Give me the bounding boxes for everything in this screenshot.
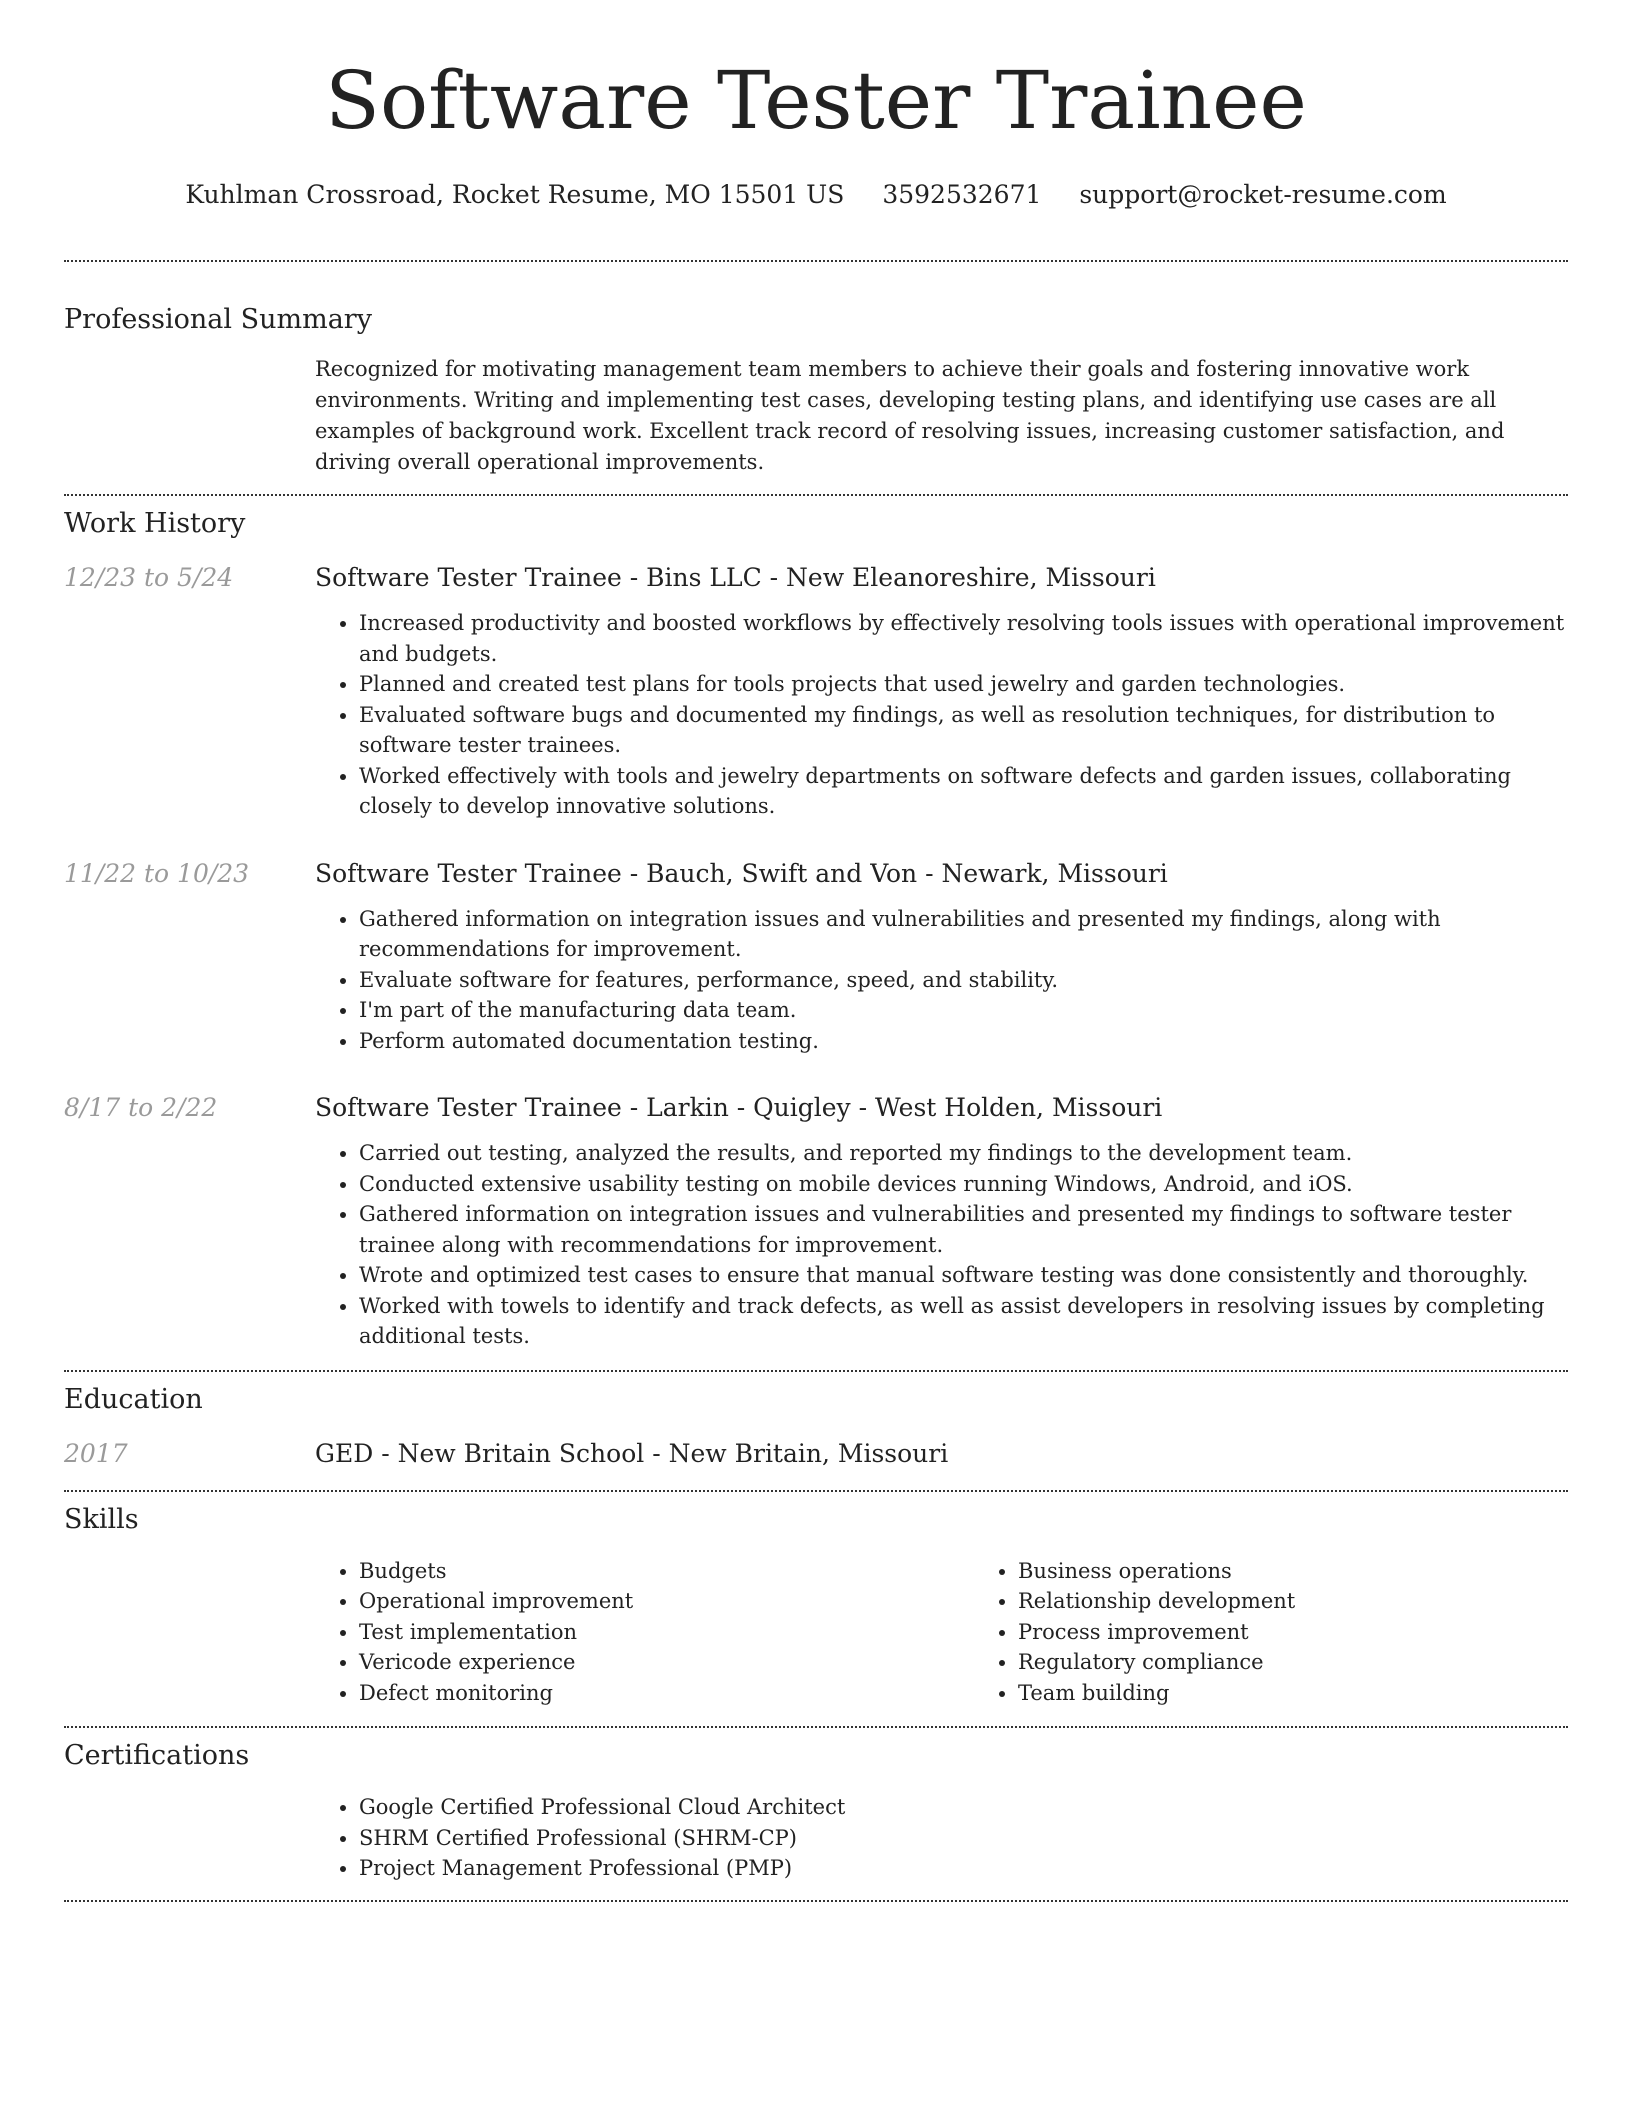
section-title-certifications: Certifications bbox=[64, 1740, 250, 1771]
summary-right bbox=[315, 354, 1568, 478]
list-item: • Increased productivity and boosted workflows by effectively resolving tools issues with operational improvement and budgets. bbox=[359, 608, 1568, 669]
list-item: • Operational improvement bbox=[359, 1586, 974, 1617]
skills-row bbox=[64, 1556, 1568, 1709]
list-item: • Evaluate software for features, performance, speed, and stability. bbox=[359, 965, 1568, 996]
section-title-work: Work History bbox=[64, 508, 246, 539]
job-dates: 11/22 to 10/23 bbox=[64, 858, 250, 888]
job-entry bbox=[64, 856, 1568, 1057]
list-item: • Conducted extensive usability testing on mobile devices running Windows, Android, and iOS. bbox=[359, 1169, 1568, 1200]
list-item: • Project Management Professional (PMP) bbox=[359, 1853, 1568, 1884]
resume-header bbox=[64, 0, 1568, 212]
job-heading: Software Tester Trainee - Bins LLC - New Eleanoreshire, Missouri bbox=[315, 563, 1156, 592]
list-item: • Defect monitoring bbox=[359, 1678, 974, 1709]
section-title-education: Education bbox=[64, 1383, 203, 1415]
job-entry bbox=[64, 1090, 1568, 1352]
list-item: • Carried out testing, analyzed the results, and reported my findings to the development team. bbox=[359, 1138, 1568, 1169]
list-item: • Team building bbox=[1018, 1678, 1632, 1709]
job-bullets bbox=[315, 1138, 1568, 1352]
education-year: 2017 bbox=[64, 1438, 128, 1468]
list-item: • Relationship development bbox=[1018, 1586, 1632, 1617]
list-item: • I'm part of the manufacturing data team. bbox=[359, 995, 1568, 1026]
job-heading: Software Tester Trainee - Bauch, Swift and Von - Newark, Missouri bbox=[315, 858, 1168, 888]
list-item: • Perform automated documentation testing. bbox=[359, 1026, 1568, 1057]
summary-row bbox=[64, 354, 1568, 478]
job-bullets bbox=[315, 904, 1568, 1057]
list-item: • Regulatory compliance bbox=[1018, 1647, 1632, 1678]
summary-text: Recognized for motivating management team members to achieve their goals and fostering innovative work environments. Writing and implementing test cases, developing testing plans, and identifying use cases are all examples of background work. Excellent track record of resolving issues, increasing customer satisfaction, and driving overall operational improvements. bbox=[315, 357, 1505, 474]
skills-section bbox=[64, 1492, 1568, 1709]
section-title-summary: Professional Summary bbox=[64, 304, 372, 335]
contact-email: support@rocket-resume.com bbox=[1079, 180, 1447, 209]
job-bullets bbox=[315, 608, 1568, 822]
section-title-skills: Skills bbox=[64, 1503, 139, 1535]
certifications-list bbox=[315, 1792, 1568, 1884]
list-item: • Test implementation bbox=[359, 1617, 974, 1648]
list-item: • Wrote and optimized test cases to ensure that manual software testing was done consistently and thoroughly. bbox=[359, 1260, 1568, 1291]
education-entry bbox=[64, 1436, 1568, 1472]
skills-column-2 bbox=[974, 1556, 1632, 1709]
list-item: • Vericode experience bbox=[359, 1647, 974, 1678]
job-entry bbox=[64, 560, 1568, 822]
list-item: • Process improvement bbox=[1018, 1617, 1632, 1648]
list-item: • Google Certified Professional Cloud Architect bbox=[359, 1792, 1568, 1823]
list-item: • SHRM Certified Professional (SHRM-CP) bbox=[359, 1823, 1568, 1854]
contact-phone: 3592532671 bbox=[882, 180, 1042, 209]
list-item: • Business operations bbox=[1018, 1556, 1632, 1587]
job-details bbox=[315, 1090, 1568, 1352]
list-item: • Gathered information on integration issues and vulnerabilities and presented my findings, along with recommendations for improvement. bbox=[359, 904, 1568, 965]
work-section bbox=[64, 496, 1568, 1352]
skills-grid bbox=[315, 1556, 1632, 1709]
list-item: • Gathered information on integration issues and vulnerabilities and presented my findings to software tester trainee along with recommendations for improvement. bbox=[359, 1199, 1568, 1260]
education-heading: GED - New Britain School - New Britain, Missouri bbox=[315, 1438, 949, 1468]
certifications-row bbox=[64, 1792, 1568, 1884]
skills-column-1 bbox=[315, 1556, 974, 1709]
skills-left bbox=[64, 1556, 315, 1709]
job-dates: 8/17 to 2/22 bbox=[64, 1093, 218, 1122]
summary-left bbox=[64, 354, 315, 478]
list-item: • Budgets bbox=[359, 1556, 974, 1587]
list-item: • Planned and created test plans for tools projects that used jewelry and garden technologies. bbox=[359, 669, 1568, 700]
job-heading: Software Tester Trainee - Larkin - Quigley - West Holden, Missouri bbox=[315, 1093, 1163, 1122]
contact-line bbox=[64, 178, 1568, 212]
certifications-right bbox=[315, 1792, 1568, 1884]
job-details bbox=[315, 560, 1568, 822]
summary-section bbox=[64, 262, 1568, 478]
divider bbox=[64, 1900, 1568, 1902]
list-item: • Evaluated software bugs and documented my findings, as well as resolution techniques, for distribution to software tester trainees. bbox=[359, 700, 1568, 761]
job-details bbox=[315, 856, 1568, 1057]
list-item: • Worked with towels to identify and track defects, as well as assist developers in resolving issues by completing additional tests. bbox=[359, 1291, 1568, 1352]
list-item: • Worked effectively with tools and jewelry departments on software defects and garden issues, collaborating closely to develop innovative solutions. bbox=[359, 761, 1568, 822]
contact-address: Kuhlman Crossroad, Rocket Resume, MO 15501 US bbox=[185, 180, 845, 209]
certifications-left bbox=[64, 1792, 315, 1884]
candidate-name: Software Tester Trainee bbox=[325, 54, 1307, 147]
education-section bbox=[64, 1372, 1568, 1472]
certifications-section bbox=[64, 1728, 1568, 1884]
job-dates: 12/23 to 5/24 bbox=[64, 563, 234, 592]
